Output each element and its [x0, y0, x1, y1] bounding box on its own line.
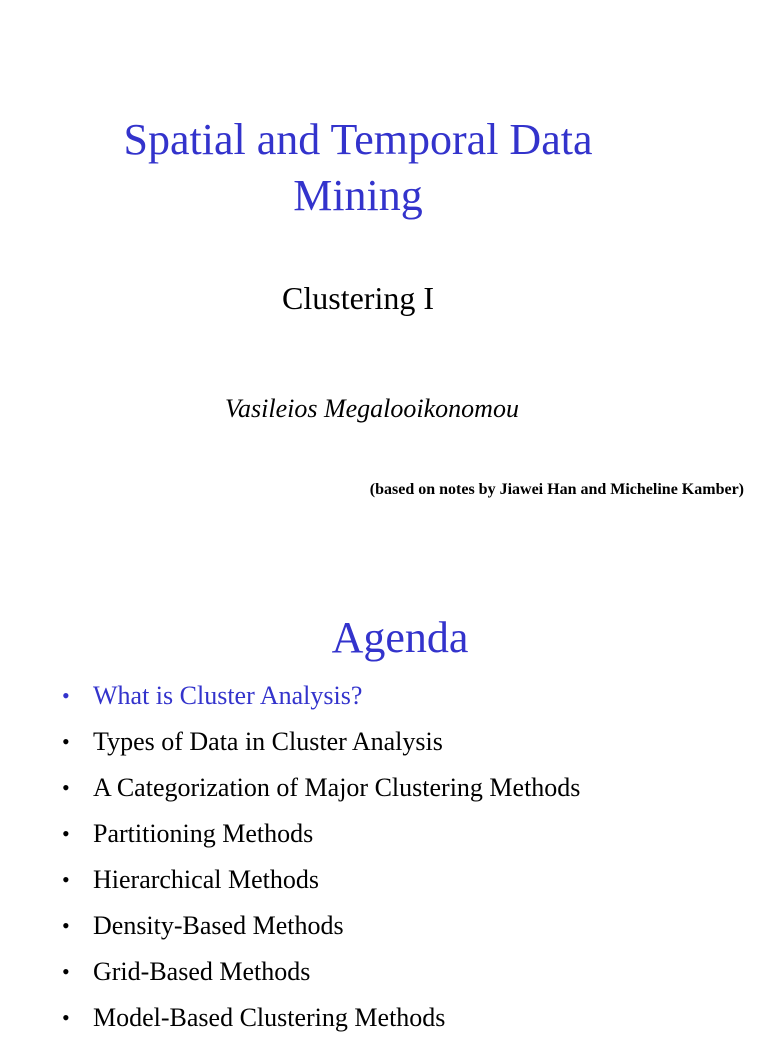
bullet-icon: •: [62, 867, 70, 892]
agenda-list: [62, 676, 580, 1044]
agenda-item: [62, 768, 580, 814]
presentation-subtitle: Clustering I: [282, 280, 434, 316]
bullet-icon: •: [62, 729, 70, 754]
agenda-item: [62, 906, 580, 952]
presentation-title: [0, 112, 716, 224]
agenda-item-label: Hierarchical Methods: [93, 865, 319, 894]
agenda-item-label: Density-Based Methods: [93, 911, 344, 940]
bullet-icon: •: [62, 913, 70, 938]
bullet-icon: •: [62, 683, 70, 708]
agenda-item-label: Model-Based Clustering Methods: [93, 1003, 446, 1032]
agenda-slide: [0, 560, 768, 1032]
agenda-item-label: What is Cluster Analysis?: [93, 681, 363, 710]
agenda-heading: Agenda: [331, 613, 469, 662]
agenda-item-label: Partitioning Methods: [93, 819, 314, 848]
agenda-item-label: Types of Data in Cluster Analysis: [93, 727, 443, 756]
bullet-icon: •: [62, 1005, 70, 1030]
agenda-item: [62, 860, 580, 906]
agenda-item: [62, 998, 580, 1044]
title-line-1: Spatial and Temporal Data: [123, 115, 593, 164]
agenda-item-label: A Categorization of Major Clustering Methods: [93, 773, 581, 802]
bullet-icon: •: [62, 821, 70, 846]
bullet-icon: •: [62, 959, 70, 984]
title-line-2: Mining: [293, 171, 423, 220]
source-credit: (based on notes by Jiawei Han and Micheline Kamber): [369, 481, 744, 498]
agenda-item: [62, 814, 580, 860]
bullet-icon: •: [62, 775, 70, 800]
agenda-item: [62, 676, 580, 722]
author-name: Vasileios Megalooikonomou: [225, 394, 519, 423]
agenda-item-label: Grid-Based Methods: [93, 957, 311, 986]
agenda-item: [62, 952, 580, 998]
agenda-item: [62, 722, 580, 768]
